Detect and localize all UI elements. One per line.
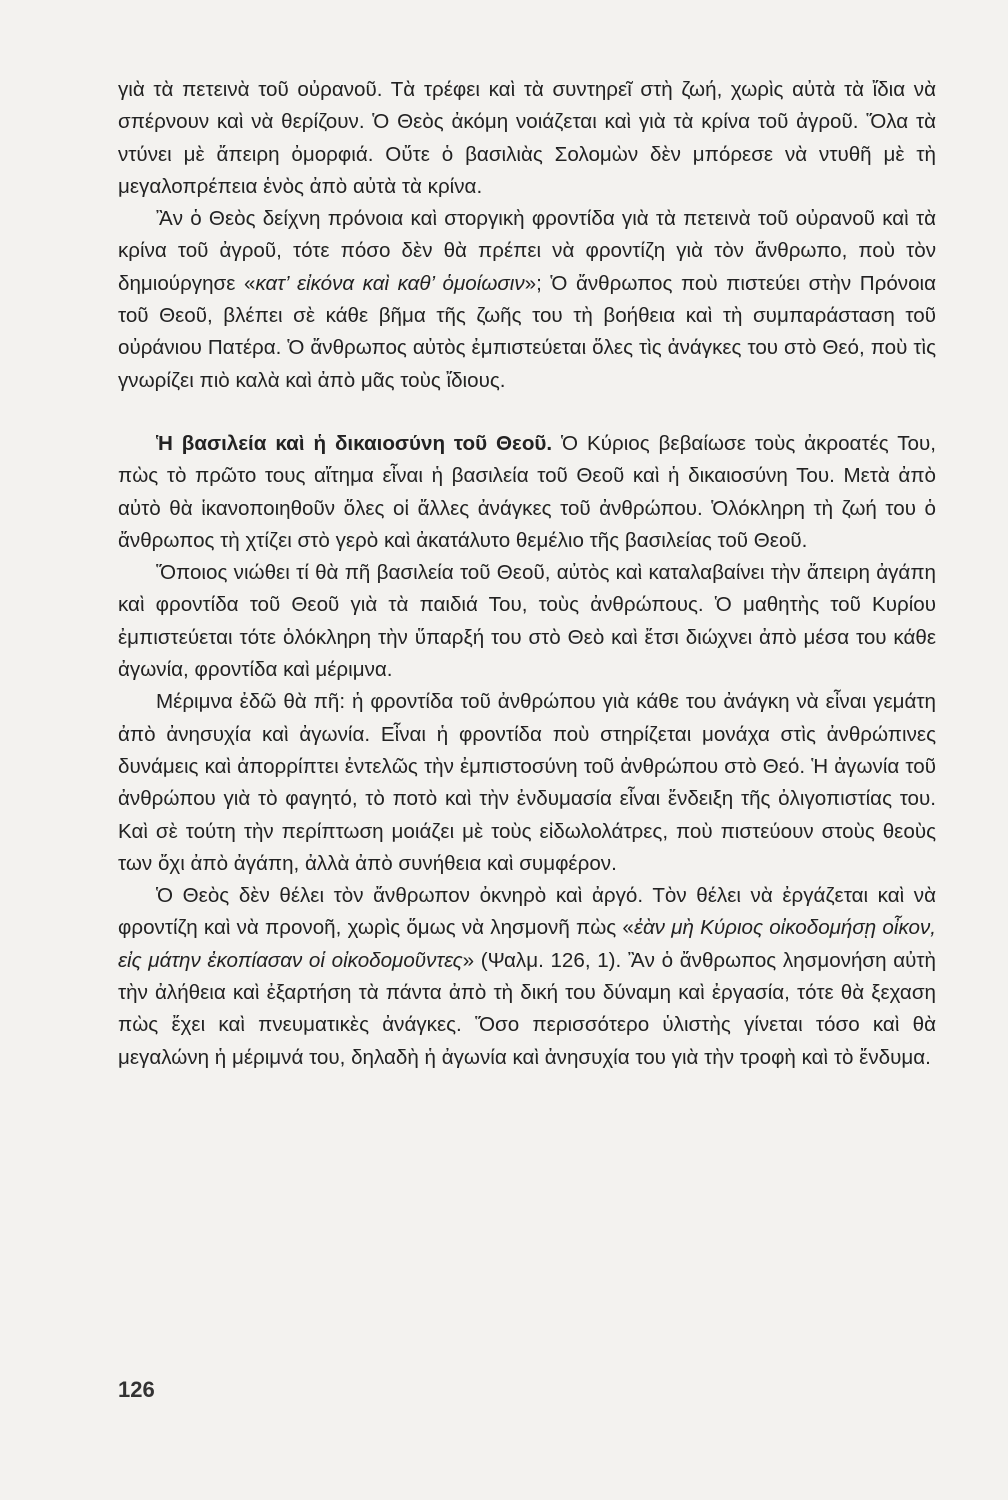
page-number: 126 — [118, 1377, 155, 1402]
paragraph-1-text: γιὰ τὰ πετεινὰ τοῦ οὐρανοῦ. Τὰ τρέφει καὶ τὰ συντηρεῖ στὴ ζωή, χωρὶς αὐτὰ τὰ ἴδια νὰ σπέρνουν καὶ νὰ θερίζουν. Ὁ Θεὸς ἀκόμη νοιάζεται καὶ γιὰ τὰ κρίνα τοῦ ἀγροῦ. Ὅλα τὰ ντύνει μὲ ἄπειρη ὀμορφιά. Οὔτε ὁ βασιλιὰς Σολομὼν δὲν μπόρεσε νὰ ντυθῆ μὲ τὴ μεγαλοπρέπεια ἑνὸς ἀπὸ αὐτὰ τὰ κρίνα. — [118, 78, 936, 198]
paragraph-5-text: Μέριμνα ἐδῶ θὰ πῆ: ἡ φροντίδα τοῦ ἀνθρώπου γιὰ κάθε του ἀνάγκη νὰ εἶναι γεμάτη ἀπὸ ἀνησυχία καὶ ἀγωνία. Εἶναι ἡ φροντίδα ποὺ στηρίζεται μονάχα στὶς ἀνθρώπινες δυνάμεις καὶ ἀπορρίπτει ἐντελῶς τὴν ἐμπιστοσύνη τοῦ ἀνθρώπου στὸ Θεό. Ἡ ἀγωνία τοῦ ἀνθρώπου γιὰ τὸ φαγητό, τὸ ποτὸ καὶ τὴν ἐνδυμασία εἶναι ἔνδειξη τῆς ὀλιγοπιστίας του. Καὶ σὲ τούτη τὴν περίπτωση μοιάζει μὲ τοὺς εἰδωλολάτρες, ποὺ πιστεύουν στοὺς θεοὺς των ὄχι ἀπὸ ἀγάπη, ἀλλὰ ἀπὸ συνήθεια καὶ συμφέρον. — [118, 690, 936, 875]
section-gap — [118, 397, 936, 428]
paragraph-6-text-b: » (Ψαλμ. 126, 1). Ἂν ὁ ἄνθρωπος λησμονήση αὐτὴ τὴν ἀλήθεια καὶ ἐξαρτήση τὰ πάντα ἀπὸ τὴ δική του δύναμη καὶ ἐργασία, τότε θὰ ξεχαση πὼς ἔχει καὶ πνευματικὲς ἀνάγκες. Ὅσο περισσότερο ὑλιστὴς γίνεται τόσο καὶ θὰ μεγαλώνη ἡ μέριμνά του, δηλαδὴ ἡ ἀγωνία καὶ ἀνησυχία του γιὰ τὴν τροφὴ καὶ τὸ ἔνδυμα. — [118, 948, 936, 1069]
paragraph-6 — [118, 880, 936, 1074]
paragraph-2-text-b: »; Ὁ ἄνθρωπος ποὺ πιστεύει στὴν Πρόνοια τοῦ Θεοῦ, βλέπει σὲ κάθε βῆμα τῆς ζωῆς του τὴ βοήθεια καὶ τὴ συμπαράσταση τοῦ οὐράνιου Πατέρα. Ὁ ἄνθρωπος αὐτὸς ἐμπιστεύεται ὅλες τὶς ἀνάγκες του στὸ Θεό, ποὺ τὶς γνωρίζει πιὸ καλὰ καὶ ἀπὸ μᾶς τοὺς ἴδιους. — [118, 271, 937, 392]
paragraph-2-quote: κατ’ εἰκόνα καὶ καθ’ ὁμοίωσιν — [255, 271, 525, 295]
paragraph-6-text-a: Ὁ Θεὸς δὲν θέλει τὸν ἄνθρωπον ὀκνηρὸ καὶ ἀργό. Τὸν θέλει νὰ ἐργάζεται καὶ νὰ φροντίζη καὶ νὰ προνοῆ, χωρὶς ὅμως νὰ λησμονῆ πὼς « — [118, 884, 936, 940]
paragraph-6-quote: ἐὰν μὴ Κύριος οἰκοδομήσῃ οἶκον, εἰς μάτην ἐκοπίασαν οἱ οἰκοδομοῦντες — [118, 916, 936, 972]
paragraph-4 — [118, 557, 936, 686]
paragraph-2 — [118, 203, 936, 397]
paragraph-5 — [118, 686, 936, 880]
paragraph-2-text-a: Ἂν ὁ Θεὸς δείχνη πρόνοια καὶ στοργικὴ φροντίδα γιὰ τὰ πετεινὰ τοῦ οὐρανοῦ καὶ τὰ κρίνα τοῦ ἀγροῦ, τότε πόσο δὲν θὰ πρέπει νὰ φροντίζη γιὰ τὸν ἄνθρωπο, ποὺ τὸν δημιούργησε « — [118, 207, 936, 295]
body-text — [118, 74, 936, 1074]
paragraph-1 — [118, 74, 936, 203]
section-heading: Ἡ βασιλεία καὶ ἡ δικαιοσύνη τοῦ Θεοῦ. — [156, 431, 553, 455]
paragraph-3-text: Ὁ Κύριος βεβαίωσε τοὺς ἀκροατές Του, πὼς τὸ πρῶτο τους αἴτημα εἶναι ἡ βασιλεία τοῦ Θεοῦ καὶ ἡ δικαιοσύνη Του. Μετὰ ἀπὸ αὐτὸ θὰ ἱκανοποιηθοῦν ὅλες οἱ ἄλλες ἀνάγκες τοῦ ἀνθρώπου. Ὁλόκληρη τὴ ζωή του ὁ ἄνθρωπος τὴ χτίζει στὸ γερὸ καὶ ἀκατάλυτο θεμέλιο τῆς βασιλείας τοῦ Θεοῦ. — [118, 431, 936, 552]
paragraph-4-text: Ὅποιος νιώθει τί θὰ πῆ βασιλεία τοῦ Θεοῦ, αὐτὸς καὶ καταλαβαίνει τὴν ἄπειρη ἀγάπη καὶ φροντίδα τοῦ Θεοῦ γιὰ τὰ παιδιά Του, τοὺς ἀνθρώπους. Ὁ μαθητὴς τοῦ Κυρίου ἐμπιστεύεται τότε ὁλόκληρη τὴν ὕπαρξή του στὸ Θεὸ καὶ ἔτσι διώχνει ἀπὸ μέσα του κάθε ἀγωνία, φροντίδα καὶ μέριμνα. — [118, 561, 936, 682]
paragraph-3 — [118, 428, 936, 557]
